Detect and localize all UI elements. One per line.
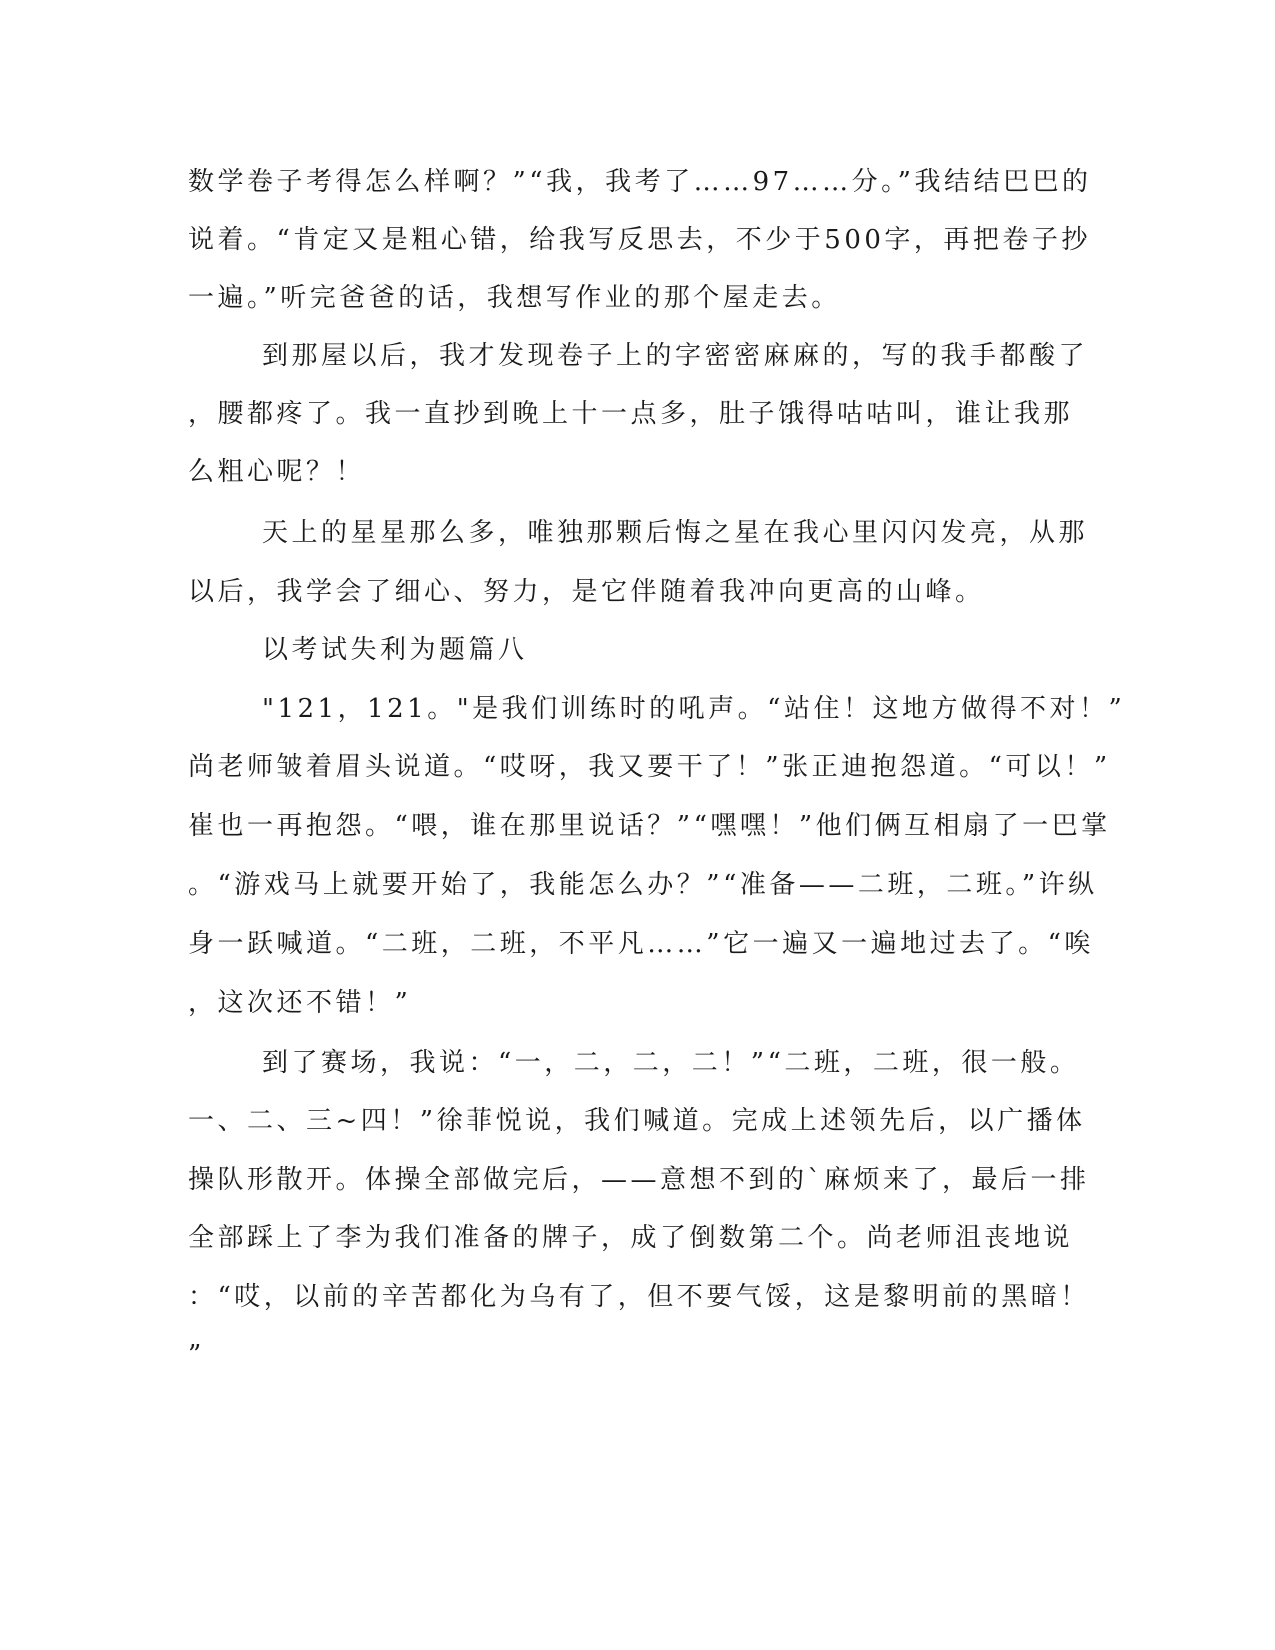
paragraph-start-line: "121，121。"是我们训练时的吼声。“站住！这地方做得不对！” (262, 694, 1126, 724)
text-line: 么粗心呢？！ (188, 457, 366, 487)
text-line: 操队形散开。体操全部做完后，——意想不到的`麻烦来了，最后一排 (188, 1165, 1090, 1195)
text-line: ，这次还不错！” (188, 988, 412, 1018)
paragraph-start-line: 天上的星星那么多，唯独那颗后悔之星在我心里闪闪发亮，从那 (262, 518, 1089, 548)
text-line: 数学卷子考得怎么样啊？”“我，我考了……97……分。”我结结巴巴的 (188, 167, 1092, 197)
text-line: ” (188, 1340, 205, 1370)
text-line: 。“游戏马上就要开始了，我能怎么办？”“准备——二班，二班。”许纵 (188, 870, 1098, 900)
text-line: 一、二、三~四！”徐菲悦说，我们喊道。完成上述领先后，以广播体 (188, 1106, 1086, 1136)
text-line: 说着。“肯定又是粗心错，给我写反思去，不少于500字，再把卷子抄 (188, 225, 1091, 255)
text-line: 一遍。”听完爸爸的话，我想写作业的那个屋走去。 (188, 283, 841, 313)
section-heading: 以考试失利为题篇八 (262, 635, 528, 665)
paragraph-start-line: 到了赛场，我说：“一，二，二，二！”“二班，二班，很一般。 (262, 1048, 1080, 1078)
text-line: 身一跃喊道。“二班，二班，不平凡……”它一遍又一遍地过去了。“唉 (188, 929, 1094, 959)
text-line: ：“哎，以前的辛苦都化为乌有了，但不要气馁，这是黎明前的黑暗！ (188, 1282, 1090, 1312)
text-line: 以后，我学会了细心、努力，是它伴随着我冲向更高的山峰。 (188, 577, 985, 607)
paragraph-start-line: 到那屋以后，我才发现卷子上的字密密麻麻的，写的我手都酸了 (262, 341, 1089, 371)
text-line: ，腰都疼了。我一直抄到晚上十一点多，肚子饿得咕咕叫，谁让我那 (188, 399, 1074, 429)
text-line: 崔也一再抱怨。“喂，谁在那里说话？”“嘿嘿！”他们俩互相扇了一巴掌 (188, 811, 1111, 841)
text-line: 尚老师皱着眉头说道。“哎呀，我又要干了！”张正迪抱怨道。“可以！” (188, 752, 1111, 782)
text-line: 全部踩上了李为我们准备的牌子，成了倒数第二个。尚老师沮丧地说 (188, 1223, 1074, 1253)
